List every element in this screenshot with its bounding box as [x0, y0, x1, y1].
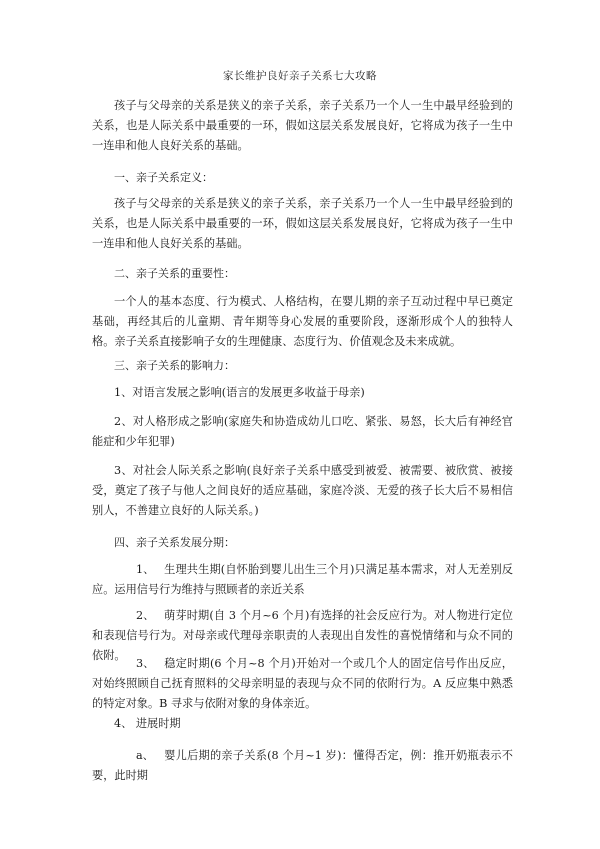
stage-number: 2、	[136, 609, 155, 622]
stage4a-item	[92, 746, 513, 786]
stage-item-3	[92, 654, 513, 714]
section2-heading: 二、亲子关系的重要性：	[114, 267, 235, 280]
intro-paragraph: 孩子与父母亲的关系是狭义的亲子关系，亲子关系乃一个人一生中最早经验到的关系，也是人际关系中最重要的一环，假如这层关系发展良好，它将成为孩子一生中一连串和他人良好关系的基础。	[92, 99, 513, 152]
document-title: 家长维护良好亲子关系七大攻略	[223, 70, 377, 82]
section2-body: 一个人的基本态度、行为模式、人格结构，在婴儿期的亲子互动过程中早已奠定基础，再经其后的儿童期、青年期等身心发展的重要阶段，逐渐形成个人的独特人格。亲子关系直接影响子女的生理健康、态度行为、价值观念及未来成就。	[92, 295, 513, 348]
section4-heading: 四、亲子关系发展分期：	[114, 536, 235, 549]
section3-heading: 三、亲子关系的影响力：	[114, 359, 235, 372]
stage-text: 萌芽时期(自 3 个月~6 个月)有选择的社会反应行为。对人物进行定位和表现信号行为。对母亲或代理母亲职责的人表现出自发性的喜悦情绪和与众不同的依附。	[92, 609, 513, 662]
section3-item-2: 2、对人格形成之影响(家庭失和协造成幼儿口吃、紧张、易怒，长大后有神经官能症和少年犯罪)	[92, 415, 513, 448]
stage-text: 稳定时期(6 个月~8 个月)开始对一个或几个人的固定信号作出反应，对始终照顾自己抚育照料的父母亲明显的表现与众不同的依附行为。A 反应集中熟悉的特定对象。B 寻求与依附对象的身体亲近。	[92, 657, 513, 710]
section1-body: 孩子与父母亲的关系是狭义的亲子关系，亲子关系乃一个人一生中最早经验到的关系，也是人际关系中最重要的一环，假如这层关系发展良好，它将成为孩子一生中一连串和他人良好关系的基础。	[92, 197, 513, 250]
section1-heading: 一、亲子关系定义：	[114, 171, 213, 184]
section3-item-1: 1、对语言发展之影响(语言的发展更多收益于母亲)	[114, 386, 365, 399]
stage-item-1	[92, 560, 513, 600]
stage-number: 1、	[136, 563, 155, 576]
stage-number: 3、	[136, 657, 155, 670]
section3-item-3: 3、对社会人际关系之影响(良好亲子关系中感受到被爱、被需要、被欣赏、被接受，奠定了孩子与他人之间良好的适应基础，家庭冷淡、无爱的孩子长大后不易相信别人，不善建立良好的人际关系。)	[92, 464, 513, 517]
stage-text: 生理共生期(自怀胎到婴儿出生三个月)只满足基本需求，对人无差别反应。运用信号行为维持与照顾者的亲近关系	[92, 563, 513, 596]
stage-number: a、	[136, 749, 154, 762]
stage4-heading: 4、 进展时期	[114, 717, 181, 730]
stage-text: 婴儿后期的亲子关系(8 个月~1 岁)：懂得否定，例：推开奶瓶表示不要，此时期	[92, 749, 513, 782]
